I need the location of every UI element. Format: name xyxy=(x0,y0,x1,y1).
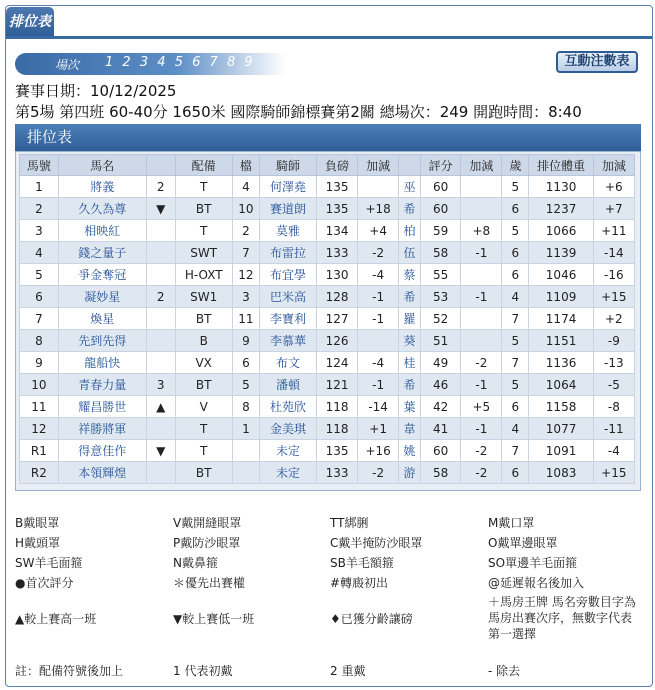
rating: 52 xyxy=(420,308,461,330)
race-link-6[interactable]: 6 xyxy=(192,55,202,70)
legend-removed: - 除去 xyxy=(488,664,521,678)
horse-name-link[interactable]: 爭金奪冠 xyxy=(58,264,146,286)
race-link-5[interactable]: 5 xyxy=(174,55,184,70)
gear: B xyxy=(175,330,232,352)
weight: 127 xyxy=(317,308,358,330)
horse-number: 6 xyxy=(20,286,59,308)
rating-change: +8 xyxy=(461,220,502,242)
trainer-link[interactable]: 蔡 xyxy=(399,264,421,286)
draw: 2 xyxy=(232,220,259,242)
race-link-4[interactable]: 4 xyxy=(157,55,167,70)
rating: 60 xyxy=(420,440,461,462)
weight-change: -4 xyxy=(358,264,399,286)
legend-o: O戴單邊眼罩 xyxy=(488,536,558,550)
body-weight-change: -16 xyxy=(593,264,634,286)
horse-name-link[interactable]: 將義 xyxy=(58,176,146,198)
table-row xyxy=(20,352,635,374)
rating-change: -1 xyxy=(461,418,502,440)
age: 6 xyxy=(502,396,529,418)
body-weight-change: +2 xyxy=(593,308,634,330)
legend-priority: ＊優先出賽權 xyxy=(173,576,246,590)
table-row xyxy=(20,220,635,242)
race-link-3[interactable]: 3 xyxy=(139,55,150,70)
trainer-link[interactable]: 桂 xyxy=(399,352,421,374)
legend-m: M戴口罩 xyxy=(488,516,535,530)
weight-change: -14 xyxy=(358,396,399,418)
horse-number: 2 xyxy=(20,198,59,220)
stable-flag xyxy=(146,308,175,330)
gear: T xyxy=(175,176,232,198)
weight: 128 xyxy=(317,286,358,308)
rating: 41 xyxy=(420,418,461,440)
horse-name-link[interactable]: 耀昌勝世 xyxy=(58,396,146,418)
age: 7 xyxy=(502,308,529,330)
legend-transfer: #轉廄初出 xyxy=(330,576,389,590)
jockey-link[interactable]: 賽道朗 xyxy=(260,198,317,220)
legend-so: SO單邊羊毛面箍 xyxy=(488,556,578,570)
weight-change: -1 xyxy=(358,374,399,396)
legend-age-allowance: ♦已獲分齡讓磅 xyxy=(330,612,413,626)
rating-change xyxy=(461,308,502,330)
gear: SWT xyxy=(175,242,232,264)
col-header: 評分 xyxy=(420,155,461,176)
table-row xyxy=(20,330,635,352)
col-header: 歲 xyxy=(502,155,529,176)
table-row xyxy=(20,396,635,418)
body-weight-change: +7 xyxy=(593,198,634,220)
weight-change: +16 xyxy=(358,440,399,462)
trainer-link[interactable]: 伍 xyxy=(399,242,421,264)
horse-name-link[interactable]: 祥勝將軍 xyxy=(58,418,146,440)
trainer-link[interactable]: 羅 xyxy=(399,308,421,330)
draw: 7 xyxy=(232,242,259,264)
legend-sw: SW羊毛面箍 xyxy=(15,556,83,570)
meeting-date: 賽事日期：10/12/2025 xyxy=(15,82,177,100)
stable-flag xyxy=(146,352,175,374)
horse-number: R1 xyxy=(20,440,59,462)
jockey-link[interactable]: 李慕華 xyxy=(260,330,317,352)
stable-flag: 3 xyxy=(146,374,175,396)
rating-change: -2 xyxy=(461,352,502,374)
body-weight-change: +15 xyxy=(593,462,634,484)
weight: 134 xyxy=(317,220,358,242)
trainer-link[interactable]: 希 xyxy=(399,374,421,396)
body-weight: 1237 xyxy=(529,198,593,220)
weight: 133 xyxy=(317,462,358,484)
draw: 3 xyxy=(232,286,259,308)
body-weight-change: -4 xyxy=(593,440,634,462)
weight: 121 xyxy=(317,374,358,396)
horse-name-link[interactable]: 本領輝煌 xyxy=(58,462,146,484)
col-header: 馬名 xyxy=(58,155,146,176)
gear: H-OXT xyxy=(175,264,232,286)
body-weight: 1064 xyxy=(529,374,593,396)
legend-h: H戴頭罩 xyxy=(15,536,61,550)
weight-change xyxy=(358,330,399,352)
table-header-row xyxy=(20,155,635,176)
trainer-link[interactable]: 游 xyxy=(399,462,421,484)
body-weight: 1109 xyxy=(529,286,593,308)
gear: BT xyxy=(175,374,232,396)
horse-number: 9 xyxy=(20,352,59,374)
body-weight: 1139 xyxy=(529,242,593,264)
col-header xyxy=(399,155,421,176)
trainer-link[interactable]: 葉 xyxy=(399,396,421,418)
age: 6 xyxy=(502,462,529,484)
gear: VX xyxy=(175,352,232,374)
rating: 46 xyxy=(420,374,461,396)
draw: 5 xyxy=(232,374,259,396)
body-weight-change: -14 xyxy=(593,242,634,264)
rating: 59 xyxy=(420,220,461,242)
body-weight: 1066 xyxy=(529,220,593,242)
trainer-link[interactable]: 希 xyxy=(399,286,421,308)
jockey-link[interactable]: 何澤堯 xyxy=(260,176,317,198)
race-info: 第5場 第四班 60-40分 1650米 國際騎師錦標賽第2關 總場次：249 開跑時間：8:40 xyxy=(15,103,582,121)
stable-flag xyxy=(146,264,175,286)
body-weight: 1151 xyxy=(529,330,593,352)
panel-title: 排位表 xyxy=(15,124,641,151)
table-row xyxy=(20,308,635,330)
age: 6 xyxy=(502,242,529,264)
weight-change: +1 xyxy=(358,418,399,440)
horse-number: 5 xyxy=(20,264,59,286)
race-link-9[interactable]: 9 xyxy=(244,55,254,70)
body-weight: 1158 xyxy=(529,396,593,418)
jockey-link[interactable]: 李寶利 xyxy=(260,308,317,330)
rating-change: +5 xyxy=(461,396,502,418)
weight: 135 xyxy=(317,198,358,220)
age: 4 xyxy=(502,286,529,308)
trainer-link[interactable]: 巫 xyxy=(399,176,421,198)
jockey-link[interactable]: 潘頓 xyxy=(260,374,317,396)
gear: T xyxy=(175,418,232,440)
stable-flag xyxy=(146,330,175,352)
weight-change: +4 xyxy=(358,220,399,242)
legend-p: P戴防沙眼罩 xyxy=(173,536,241,550)
rating-change xyxy=(461,176,502,198)
legend-class-down: ▼較上賽低一班 xyxy=(173,612,255,626)
body-weight: 1136 xyxy=(529,352,593,374)
stable-flag xyxy=(146,418,175,440)
weight: 130 xyxy=(317,264,358,286)
table-row xyxy=(20,462,635,484)
col-header: 負磅 xyxy=(317,155,358,176)
age: 7 xyxy=(502,440,529,462)
weight-change xyxy=(358,176,399,198)
legend-note: 註：配備符號後加上 xyxy=(15,664,124,678)
rating: 42 xyxy=(420,396,461,418)
stable-flag: ▼ xyxy=(146,440,175,462)
rating-change: -2 xyxy=(461,462,502,484)
stable-flag xyxy=(146,462,175,484)
table-row xyxy=(20,286,635,308)
body-weight: 1083 xyxy=(529,462,593,484)
horse-number: 11 xyxy=(20,396,59,418)
draw: 10 xyxy=(232,198,259,220)
body-weight-change: -8 xyxy=(593,396,634,418)
table-row xyxy=(20,198,635,220)
stable-flag: 2 xyxy=(146,286,175,308)
horse-name-link[interactable]: 久久為尊 xyxy=(58,198,146,220)
race-link-7[interactable]: 7 xyxy=(209,55,219,70)
horse-number: 1 xyxy=(20,176,59,198)
col-header: 加減 xyxy=(461,155,502,176)
draw: 8 xyxy=(232,396,259,418)
body-weight: 1091 xyxy=(529,440,593,462)
stable-flag: 2 xyxy=(146,176,175,198)
gear: T xyxy=(175,440,232,462)
race-nav-label: 場次 xyxy=(55,58,80,72)
gear: T xyxy=(175,220,232,242)
jockey-link[interactable]: 金美琪 xyxy=(260,418,317,440)
stable-flag xyxy=(146,220,175,242)
body-weight-change: -9 xyxy=(593,330,634,352)
body-weight: 1046 xyxy=(529,264,593,286)
race-link-2[interactable]: 2 xyxy=(122,55,132,70)
horse-number: 10 xyxy=(20,374,59,396)
draw xyxy=(232,440,259,462)
tab-underline xyxy=(6,36,652,39)
rating-change xyxy=(461,198,502,220)
gear: BT xyxy=(175,198,232,220)
weight: 118 xyxy=(317,418,358,440)
rating-change: -2 xyxy=(461,440,502,462)
jockey-link[interactable]: 未定 xyxy=(260,440,317,462)
horse-name-link[interactable]: 凝妙星 xyxy=(58,286,146,308)
body-weight: 1130 xyxy=(529,176,593,198)
jockey-link[interactable]: 布宜學 xyxy=(260,264,317,286)
rating: 51 xyxy=(420,330,461,352)
weight-change: -1 xyxy=(358,308,399,330)
draw: 9 xyxy=(232,330,259,352)
legend-stable-first: ＋馬房王牌 馬名旁數目字為馬房出賽次序，無數字代表第一選擇 xyxy=(488,595,636,641)
standings-table xyxy=(19,154,635,484)
body-weight: 1174 xyxy=(529,308,593,330)
body-weight-change: -5 xyxy=(593,374,634,396)
jockey-link[interactable]: 巴米高 xyxy=(260,286,317,308)
interactive-odds-button[interactable]: 互動注數表 xyxy=(556,51,638,73)
rating: 58 xyxy=(420,242,461,264)
legend-v: V戴開縫眼罩 xyxy=(173,516,242,530)
horse-name-link[interactable]: 先到先得 xyxy=(58,330,146,352)
jockey-link[interactable]: 未定 xyxy=(260,462,317,484)
draw: 6 xyxy=(232,352,259,374)
table-row xyxy=(20,176,635,198)
trainer-link[interactable]: 姚 xyxy=(399,440,421,462)
legend-tt: TT綁脷 xyxy=(330,516,369,530)
body-weight-change: -11 xyxy=(593,418,634,440)
rating-change: -1 xyxy=(461,286,502,308)
legend-b: B戴眼罩 xyxy=(15,516,60,530)
rating-change: -1 xyxy=(461,374,502,396)
legend-first-worn: 1 代表初戴 xyxy=(173,664,233,678)
race-nav xyxy=(15,53,285,75)
age: 5 xyxy=(502,374,529,396)
horse-number: 3 xyxy=(20,220,59,242)
gear: BT xyxy=(175,462,232,484)
legend-n: N戴鼻箍 xyxy=(173,556,218,570)
horse-name-link[interactable]: 錢之量子 xyxy=(58,242,146,264)
weight: 118 xyxy=(317,396,358,418)
col-header: 排位體重 xyxy=(529,155,593,176)
weight-change: -1 xyxy=(358,286,399,308)
rating: 55 xyxy=(420,264,461,286)
weight-change: -2 xyxy=(358,462,399,484)
rating-change xyxy=(461,330,502,352)
trainer-link[interactable]: 希 xyxy=(399,198,421,220)
trainer-link[interactable]: 韋 xyxy=(399,418,421,440)
age: 4 xyxy=(502,418,529,440)
age: 7 xyxy=(502,352,529,374)
race-link-1[interactable]: 1 xyxy=(105,55,115,70)
horse-number: 4 xyxy=(20,242,59,264)
draw: 11 xyxy=(232,308,259,330)
horse-number: 7 xyxy=(20,308,59,330)
age: 5 xyxy=(502,176,529,198)
legend-rewear: 2 重戴 xyxy=(330,664,366,678)
legend-c: C戴半掩防沙眼罩 xyxy=(330,536,423,550)
jockey-link[interactable]: 杜苑欣 xyxy=(260,396,317,418)
table-row xyxy=(20,264,635,286)
draw: 1 xyxy=(232,418,259,440)
stable-flag: ▼ xyxy=(146,198,175,220)
legend-first-rating: ●首次評分 xyxy=(15,576,74,590)
jockey-link[interactable]: 布雷拉 xyxy=(260,242,317,264)
table-row xyxy=(20,242,635,264)
table-row xyxy=(20,374,635,396)
age: 5 xyxy=(502,330,529,352)
trainer-link[interactable]: 柏 xyxy=(399,220,421,242)
weight-change: +18 xyxy=(358,198,399,220)
draw: 4 xyxy=(232,176,259,198)
body-weight-change: +6 xyxy=(593,176,634,198)
body-weight-change: -13 xyxy=(593,352,634,374)
horse-number: 12 xyxy=(20,418,59,440)
legend-late-entry: @延遲報名後加入 xyxy=(488,576,585,590)
table-row xyxy=(20,440,635,462)
tab-standings[interactable]: 排位表 xyxy=(6,7,54,37)
weight: 135 xyxy=(317,176,358,198)
rating-change xyxy=(461,264,502,286)
weight-change: -2 xyxy=(358,242,399,264)
col-header: 加減 xyxy=(358,155,399,176)
rating: 53 xyxy=(420,286,461,308)
stable-flag: ▲ xyxy=(146,396,175,418)
age: 5 xyxy=(502,220,529,242)
horse-number: 8 xyxy=(20,330,59,352)
weight: 135 xyxy=(317,440,358,462)
body-weight-change: +11 xyxy=(593,220,634,242)
horse-name-link[interactable]: 煥星 xyxy=(58,308,146,330)
col-header xyxy=(146,155,175,176)
col-header: 加減 xyxy=(593,155,634,176)
gear: V xyxy=(175,396,232,418)
race-link-8[interactable]: 8 xyxy=(226,55,237,70)
weight: 133 xyxy=(317,242,358,264)
horse-name-link[interactable]: 青春力量 xyxy=(58,374,146,396)
draw xyxy=(232,462,259,484)
jockey-link[interactable]: 布文 xyxy=(260,352,317,374)
legend-sb: SB羊毛額箍 xyxy=(330,556,394,570)
rating: 60 xyxy=(420,198,461,220)
rating: 58 xyxy=(420,462,461,484)
weight: 126 xyxy=(317,330,358,352)
col-header: 騎師 xyxy=(260,155,317,176)
horse-name-link[interactable]: 得意佳作 xyxy=(58,440,146,462)
horse-number: R2 xyxy=(20,462,59,484)
trainer-link[interactable]: 葵 xyxy=(399,330,421,352)
age: 6 xyxy=(502,198,529,220)
rating-change: -1 xyxy=(461,242,502,264)
weight: 124 xyxy=(317,352,358,374)
stable-flag xyxy=(146,242,175,264)
col-header: 配備 xyxy=(175,155,232,176)
horse-name-link[interactable]: 龍船快 xyxy=(58,352,146,374)
horse-name-link[interactable]: 相映紅 xyxy=(58,220,146,242)
col-header: 檔 xyxy=(232,155,259,176)
gear: SW1 xyxy=(175,286,232,308)
gear: BT xyxy=(175,308,232,330)
table-row xyxy=(20,418,635,440)
body-weight-change: +15 xyxy=(593,286,634,308)
age: 6 xyxy=(502,264,529,286)
rating: 49 xyxy=(420,352,461,374)
body-weight: 1077 xyxy=(529,418,593,440)
rating: 60 xyxy=(420,176,461,198)
legend-class-up: ▲較上賽高一班 xyxy=(15,612,97,626)
col-header: 馬號 xyxy=(20,155,59,176)
weight-change: -4 xyxy=(358,352,399,374)
race-number-list xyxy=(105,55,257,70)
jockey-link[interactable]: 莫雅 xyxy=(260,220,317,242)
draw: 12 xyxy=(232,264,259,286)
